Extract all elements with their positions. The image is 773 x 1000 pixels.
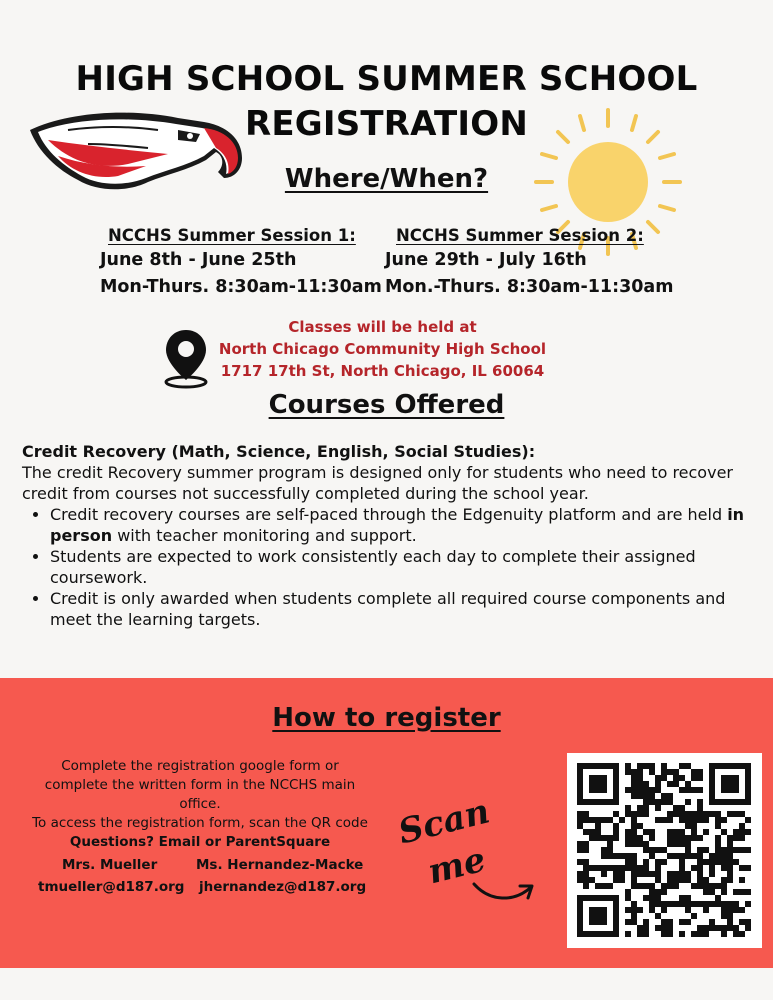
register-line-3: office. bbox=[179, 796, 221, 812]
register-line-4: To access the registration form, scan the QR code bbox=[32, 815, 368, 831]
arrow-icon bbox=[470, 868, 540, 908]
title-line-1: HIGH SCHOOL SUMMER SCHOOL bbox=[75, 59, 698, 99]
credit-recovery-subheading: Credit Recovery (Math, Science, English, Social Studies): bbox=[22, 442, 536, 461]
title-line-2: REGISTRATION bbox=[244, 104, 529, 144]
questions-line: Questions? Email or ParentSquare bbox=[69, 834, 331, 850]
session1-dates: June 8th - June 25th bbox=[100, 250, 297, 270]
bullet-work-consistently: • Students are expected to work consistently each day to complete their assigned coursework. bbox=[50, 546, 762, 588]
contact1-email[interactable]: tmueller@d187.org bbox=[38, 879, 185, 895]
me-word: me bbox=[424, 839, 490, 893]
courses-heading: Courses Offered bbox=[268, 390, 505, 420]
session2-dates: June 29th - July 16th bbox=[385, 250, 587, 270]
qr-code[interactable] bbox=[567, 753, 762, 948]
bullet1-text: Credit recovery courses are self-paced through the Edgenuity platform and are held bbox=[50, 505, 728, 524]
contact2-name: Ms. Hernandez-Macke bbox=[196, 857, 364, 873]
course-bullets bbox=[22, 504, 762, 630]
session2-title: NCCHS Summer Session 2: bbox=[396, 226, 644, 245]
contact2-email[interactable]: jhernandez@d187.org bbox=[199, 879, 367, 895]
courses-section bbox=[22, 441, 762, 630]
session1-title: NCCHS Summer Session 1: bbox=[108, 226, 356, 245]
location-block bbox=[200, 316, 565, 382]
location-line-3: 1717 17th St, North Chicago, IL 60064 bbox=[220, 362, 545, 380]
location-line-1: Classes will be held at bbox=[288, 318, 477, 336]
session1-times: Mon-Thurs. 8:30am-11:30am bbox=[100, 277, 382, 297]
register-line-2: complete the written form in the NCCHS main bbox=[44, 777, 356, 793]
credit-recovery-intro: The credit Recovery summer program is designed only for students who need to recover credit from courses not successfully completed during the school year. bbox=[22, 463, 733, 503]
bullet-self-paced bbox=[50, 504, 762, 546]
bullet1-bold: in person bbox=[50, 505, 745, 545]
register-heading: How to register bbox=[272, 703, 501, 733]
where-when-heading: Where/When? bbox=[284, 164, 489, 194]
register-instructions bbox=[10, 757, 390, 852]
bullet1-text-end: with teacher monitoring and support. bbox=[112, 526, 417, 545]
session2-times: Mon.-Thurs. 8:30am-11:30am bbox=[385, 277, 674, 297]
location-line-2: North Chicago Community High School bbox=[218, 340, 547, 358]
bullet-credit-awarded: • Credit is only awarded when students complete all required course components and meet the learning targets. bbox=[50, 588, 762, 630]
scan-word: Scan bbox=[394, 791, 494, 853]
register-line-1: Complete the registration google form or bbox=[61, 758, 339, 774]
contact1-name: Mrs. Mueller bbox=[62, 857, 158, 873]
